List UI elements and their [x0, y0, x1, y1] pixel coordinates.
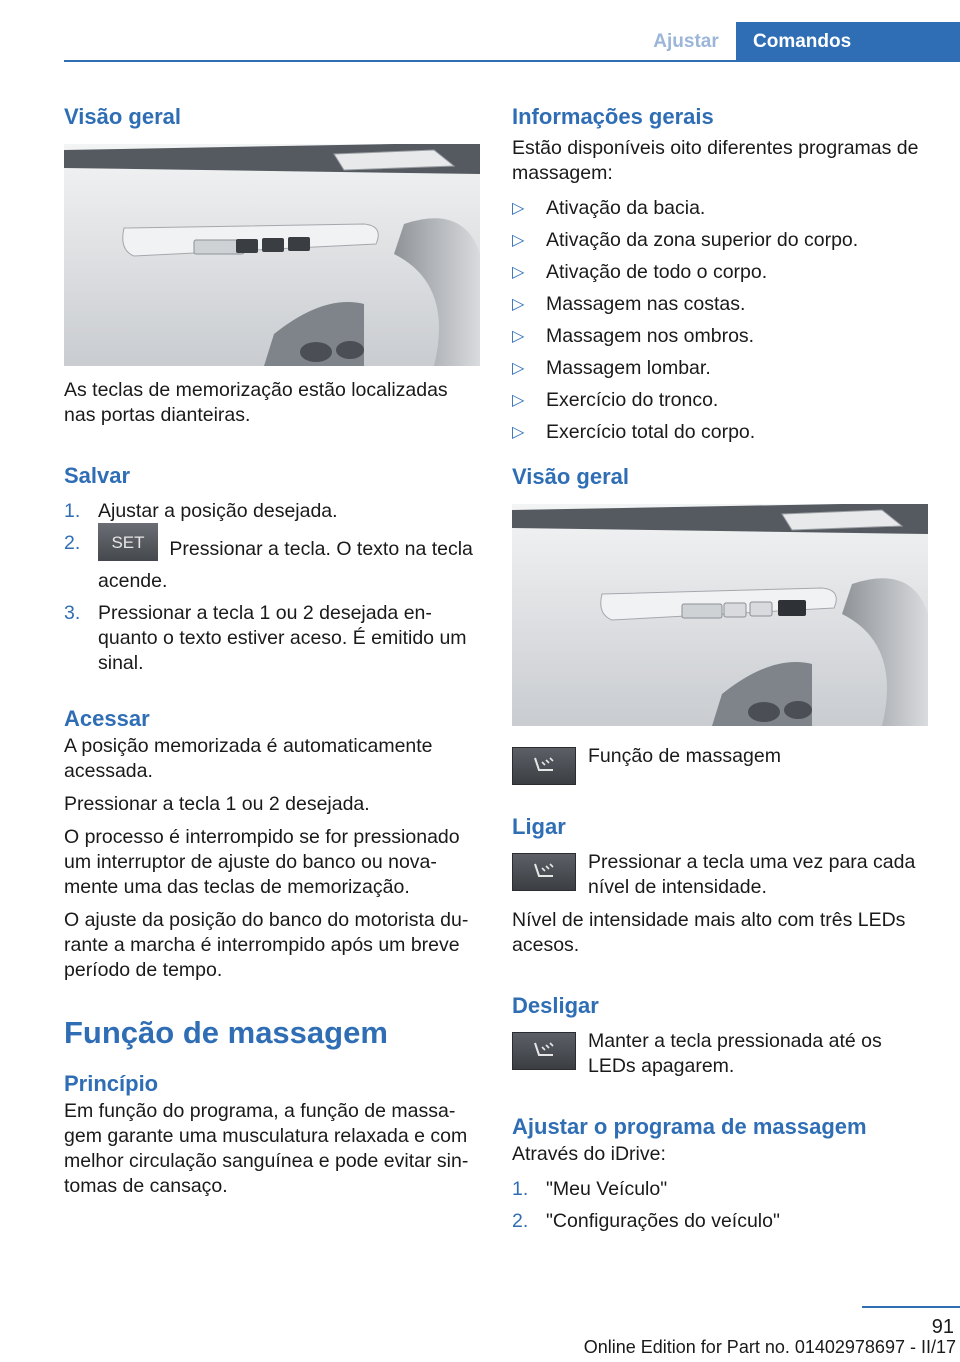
door-massage-button-photo [512, 504, 928, 726]
adjust-step-2: 2. "Configurações do veículo" [512, 1210, 780, 1232]
overview-heading-right: Visão geral [512, 464, 629, 489]
page-header [0, 0, 960, 62]
program-item: ▷ Ativação de todo o corpo. [512, 261, 768, 283]
save-step-1: 1. Ajustar a posição desejada. [64, 500, 338, 522]
save-steps [64, 499, 480, 676]
switch-on-note: Nível de intensidade mais alto com três LEDs acesos. [512, 909, 906, 956]
triangle-bullet-icon: ▷ [512, 296, 525, 313]
switch-off-text: Manter a tecla pressionada até os LEDs apagarem. [588, 1030, 882, 1077]
switch-on-heading: Ligar [512, 814, 566, 839]
footer-rule [862, 1306, 960, 1308]
door-panel-illustration [512, 504, 928, 726]
massage-button-icon [512, 747, 576, 785]
section-tab-ajustar[interactable]: Ajustar [653, 31, 719, 52]
door-panel-illustration [64, 144, 480, 366]
save-heading: Salvar [64, 463, 131, 488]
save-step-2: 2. SET Pressionar a tecla. O texto na tecla acende. [64, 531, 480, 594]
header-rule [64, 60, 960, 62]
massage-button-icon [512, 1032, 576, 1070]
adjust-program-text: Através do iDrive: [512, 1143, 666, 1165]
triangle-bullet-icon: ▷ [512, 328, 525, 345]
triangle-bullet-icon: ▷ [512, 424, 525, 441]
save-step-3: 3. Pressionar a tecla 1 ou 2 desejada enquanto o texto estiver aceso. É emitido um sinal. [64, 602, 467, 674]
triangle-bullet-icon: ▷ [512, 232, 525, 249]
massage-function-label: Função de massagem [588, 745, 781, 767]
triangle-bullet-icon: ▷ [512, 360, 525, 377]
adjust-program-steps [512, 1177, 928, 1234]
set-key-icon: SET [98, 523, 158, 561]
massage-button-icon [512, 853, 576, 891]
program-item: ▷ Exercício total do corpo. [512, 421, 756, 443]
program-item: ▷ Ativação da zona superior do corpo. [512, 229, 859, 251]
program-item: ▷ Exercício do tronco. [512, 389, 719, 411]
left-column [64, 100, 480, 1199]
access-heading: Acessar [64, 706, 150, 731]
access-paragraph-3: O processo é interrompido se for pressionado um interruptor de ajuste do banco ou novamente uma das teclas de memorização. [64, 826, 460, 898]
adjust-step-1: 1. "Meu Veículo" [512, 1178, 668, 1200]
massage-programs-list [512, 196, 928, 452]
switch-on-row [512, 850, 928, 900]
switch-off-row [512, 1029, 928, 1079]
general-info-heading: Informações gerais [512, 104, 714, 129]
photo-caption: As teclas de memorização estão localizadas nas portas dianteiras. [64, 379, 448, 426]
principle-text: Em função do programa, a função de massagem garante uma musculatura relaxada e com melhor circulação sanguínea e pode evitar sintomas de cansaço. [64, 1100, 469, 1197]
program-item: ▷ Ativação da bacia. [512, 197, 706, 219]
massage-function-heading: Função de massagem [64, 1015, 388, 1050]
program-item: ▷ Massagem lombar. [512, 357, 711, 379]
switch-on-text: Pressionar a tecla uma vez para cada nível de intensidade. [588, 851, 916, 898]
adjust-program-heading: Ajustar o programa de massagem [512, 1114, 867, 1139]
right-column [512, 100, 928, 1234]
switch-off-heading: Desligar [512, 993, 599, 1018]
door-memory-buttons-photo [64, 144, 480, 366]
program-item: ▷ Massagem nos ombros. [512, 325, 755, 347]
triangle-bullet-icon: ▷ [512, 200, 525, 217]
triangle-bullet-icon: ▷ [512, 264, 525, 281]
section-tab-comandos[interactable]: Comandos [736, 22, 960, 62]
program-item: ▷ Massagem nas costas. [512, 293, 746, 315]
triangle-bullet-icon: ▷ [512, 392, 525, 409]
access-paragraph-1: A posição memorizada é automaticamente acessada. [64, 735, 433, 782]
massage-function-row [512, 744, 928, 782]
principle-heading: Princípio [64, 1071, 159, 1096]
overview-heading: Visão geral [64, 104, 181, 129]
page-number: 91 [931, 1316, 954, 1338]
access-paragraph-2: Pressionar a tecla 1 ou 2 desejada. [64, 793, 370, 815]
general-info-text: Estão disponíveis oito diferentes programas de massagem: [512, 137, 919, 184]
access-paragraph-4: O ajuste da posição do banco do motorista durante a marcha é interrompido após um breve período de tempo. [64, 909, 469, 981]
edition-footer: Online Edition for Part no. 01402978697 - II/17 [583, 1337, 956, 1357]
